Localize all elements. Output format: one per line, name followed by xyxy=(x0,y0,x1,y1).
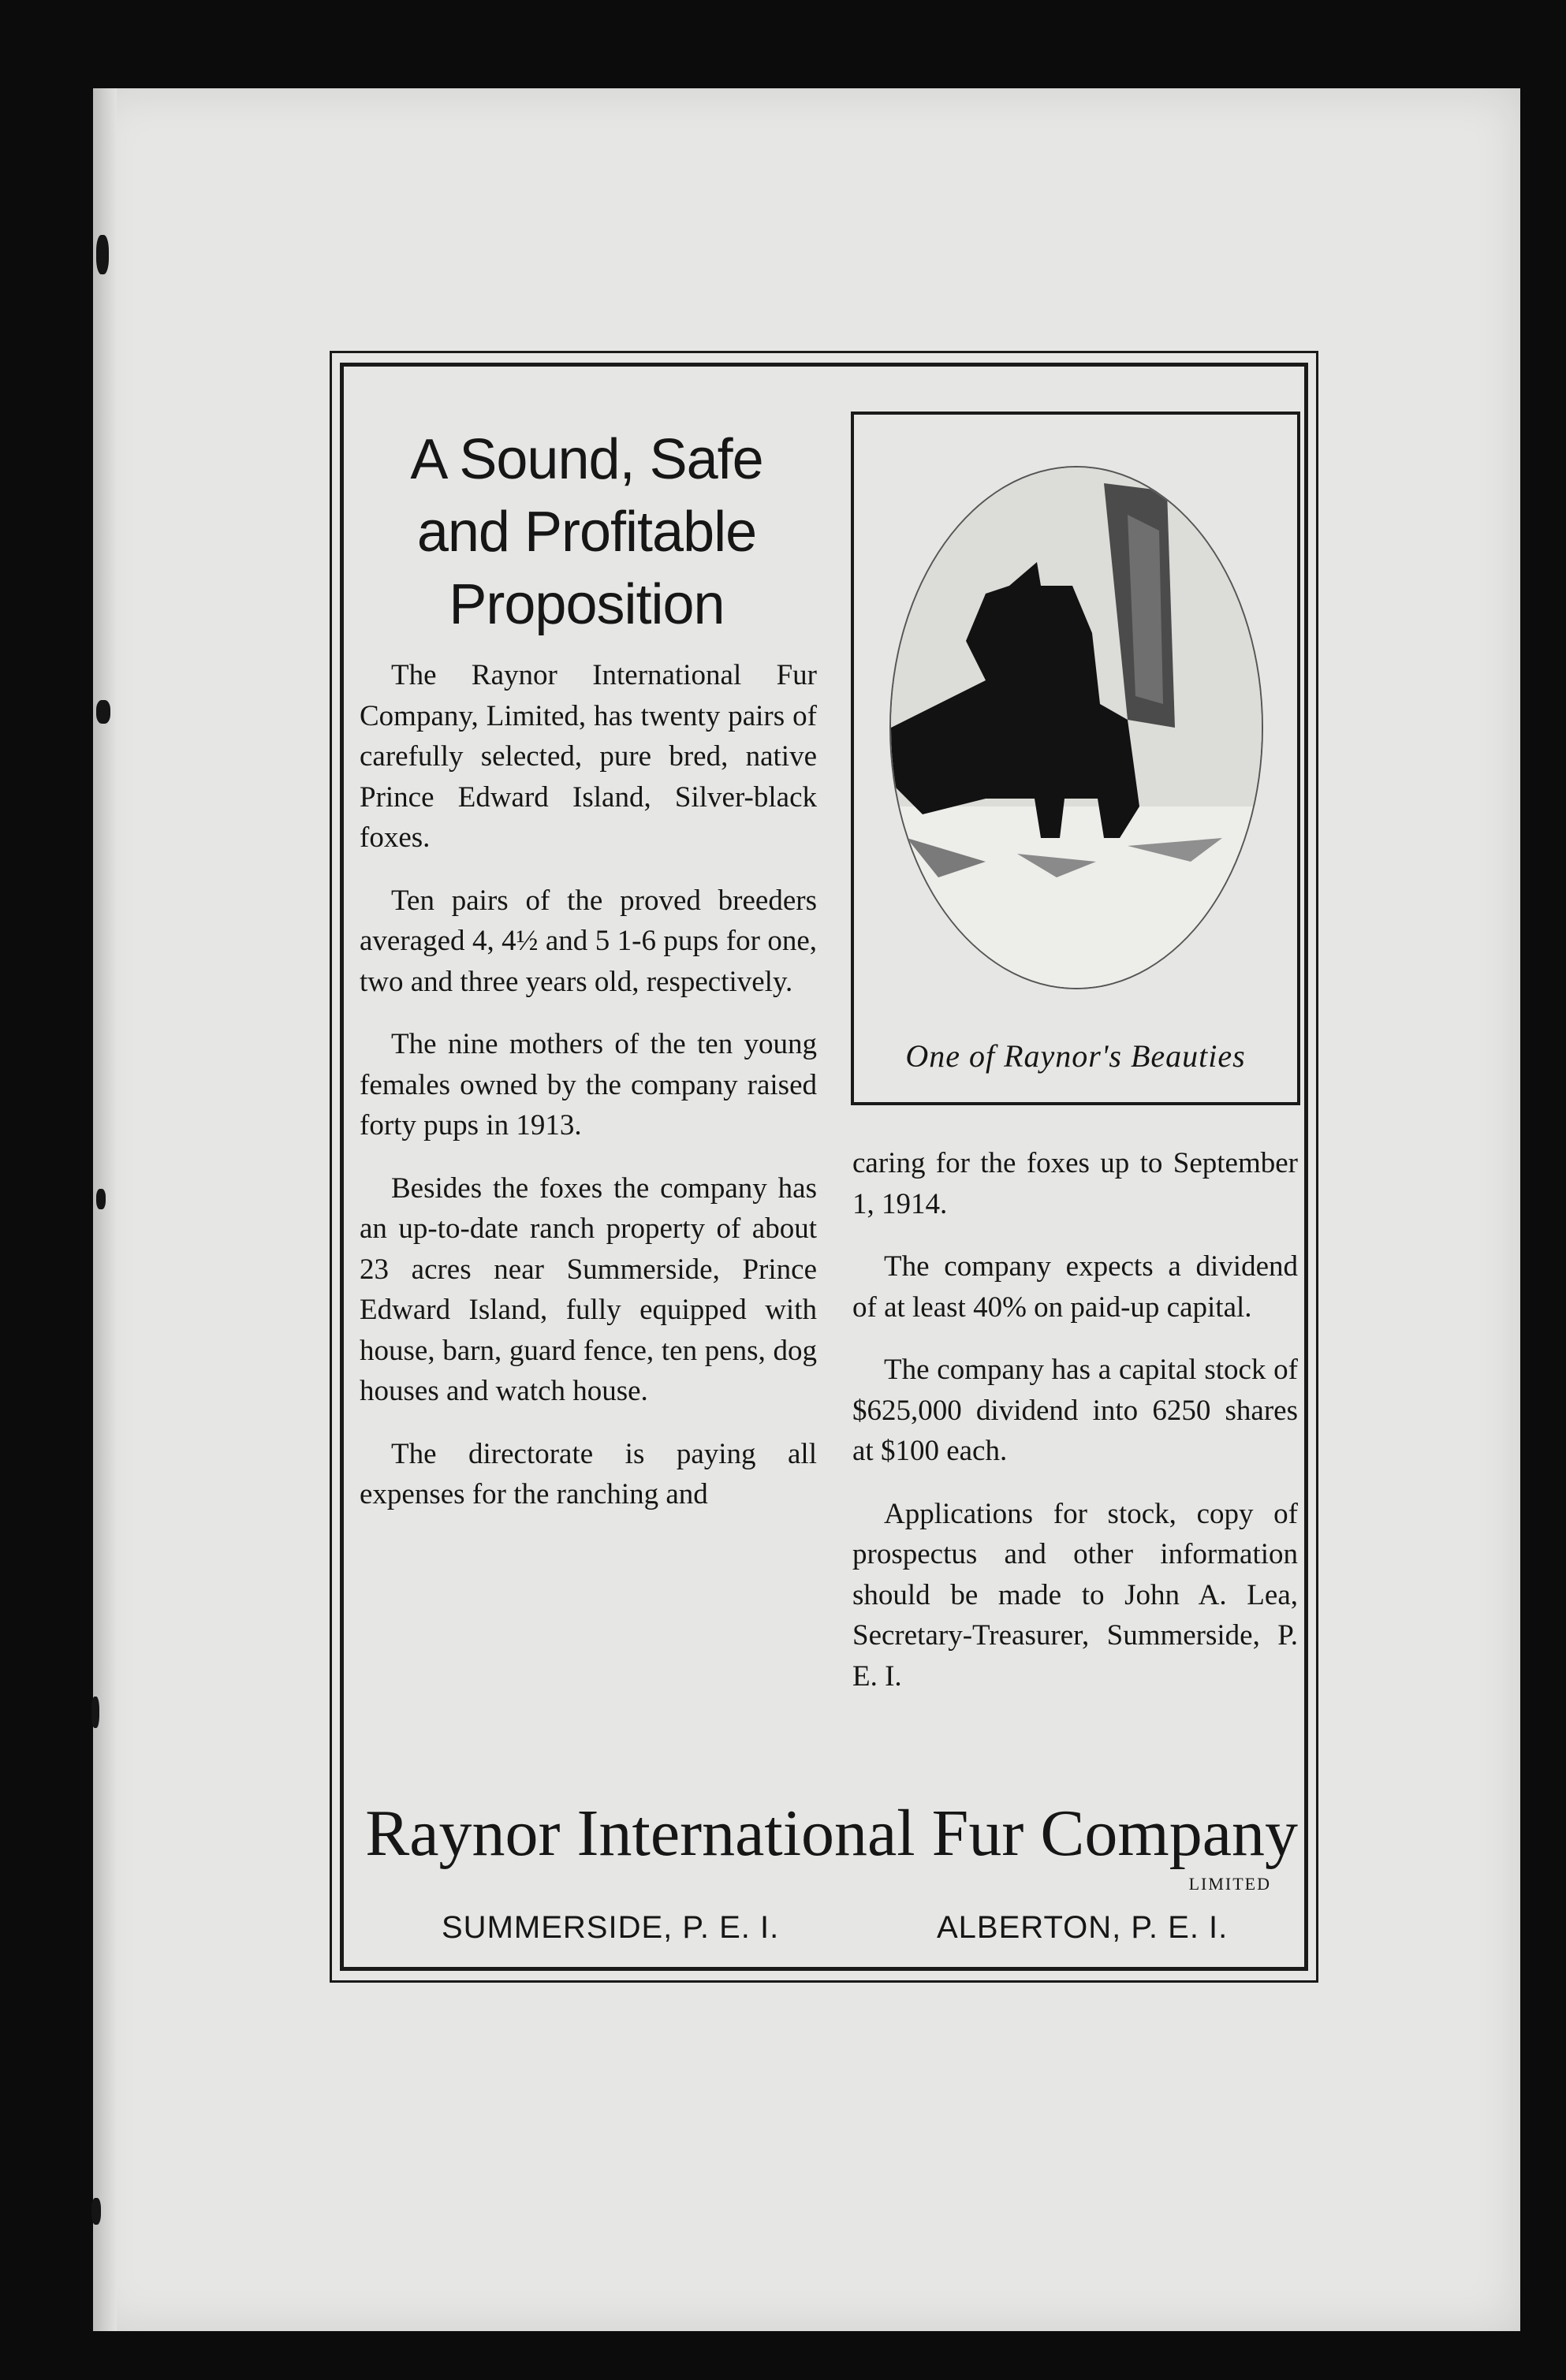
margin-ink-mark xyxy=(96,1189,106,1209)
margin-ink-mark xyxy=(91,2198,101,2225)
company-name: Raynor International Fur Company xyxy=(365,1797,1298,1870)
left-text-column xyxy=(360,655,817,1537)
advertisement-inner-border xyxy=(340,363,1308,1971)
page-edge xyxy=(93,88,117,2331)
paragraph-mothers: The nine mothers of the ten young females owned by the company raised forty pups in 1913. xyxy=(360,1028,817,1142)
paragraph-capital-stock: The company has a capital stock of $625,000 dividend into 6250 shares at $100 each. xyxy=(852,1354,1298,1467)
right-text-column xyxy=(852,1143,1298,1719)
margin-ink-mark xyxy=(91,1697,99,1728)
fox-photo-box xyxy=(851,412,1300,1105)
margin-ink-mark xyxy=(96,700,110,724)
advertisement-frame xyxy=(330,351,1318,1983)
location-alberton: ALBERTON, P. E. I. xyxy=(937,1910,1229,1945)
paragraph-dividend: The company expects a dividend of at least 40% on paid-up capital. xyxy=(852,1250,1298,1324)
paragraph-caring: caring for the foxes up to September 1, 1914. xyxy=(852,1147,1298,1220)
paragraph-ranch-property: Besides the foxes the company has an up-to-date ranch property of about 23 acres near Summerside, Prince Edward Island, fully equipped with house, barn, guard fence, ten pens, dog houses and watch house. xyxy=(360,1171,817,1407)
location-summerside: SUMMERSIDE, P. E. I. xyxy=(442,1910,780,1945)
paragraph-applications: Applications for stock, copy of prospectus and other information should be made to John A. Lea, Secretary-Treasurer, Summerside, P. E. I. xyxy=(852,1497,1298,1693)
silver-fox-image xyxy=(891,467,1262,988)
company-suffix: LIMITED xyxy=(1188,1874,1271,1894)
photo-caption: One of Raynor's Beauties xyxy=(905,1038,1246,1074)
fox-photo xyxy=(889,466,1263,989)
paragraph-directorate: The directorate is paying all expenses for the ranching and xyxy=(360,1437,817,1510)
margin-ink-mark xyxy=(96,235,109,274)
paragraph-breeders: Ten pairs of the proved breeders averaged 4, 4½ and 5 1-6 pups for one, two and three years old, respectively. xyxy=(360,884,817,998)
paragraph-fox-inventory: The Raynor International Fur Company, Limited, has twenty pairs of carefully selected, pure bred, native Prince Edward Island, Silver-black foxes. xyxy=(360,659,817,854)
ad-headline: A Sound, Safe and Profitable Proposition xyxy=(410,428,763,636)
